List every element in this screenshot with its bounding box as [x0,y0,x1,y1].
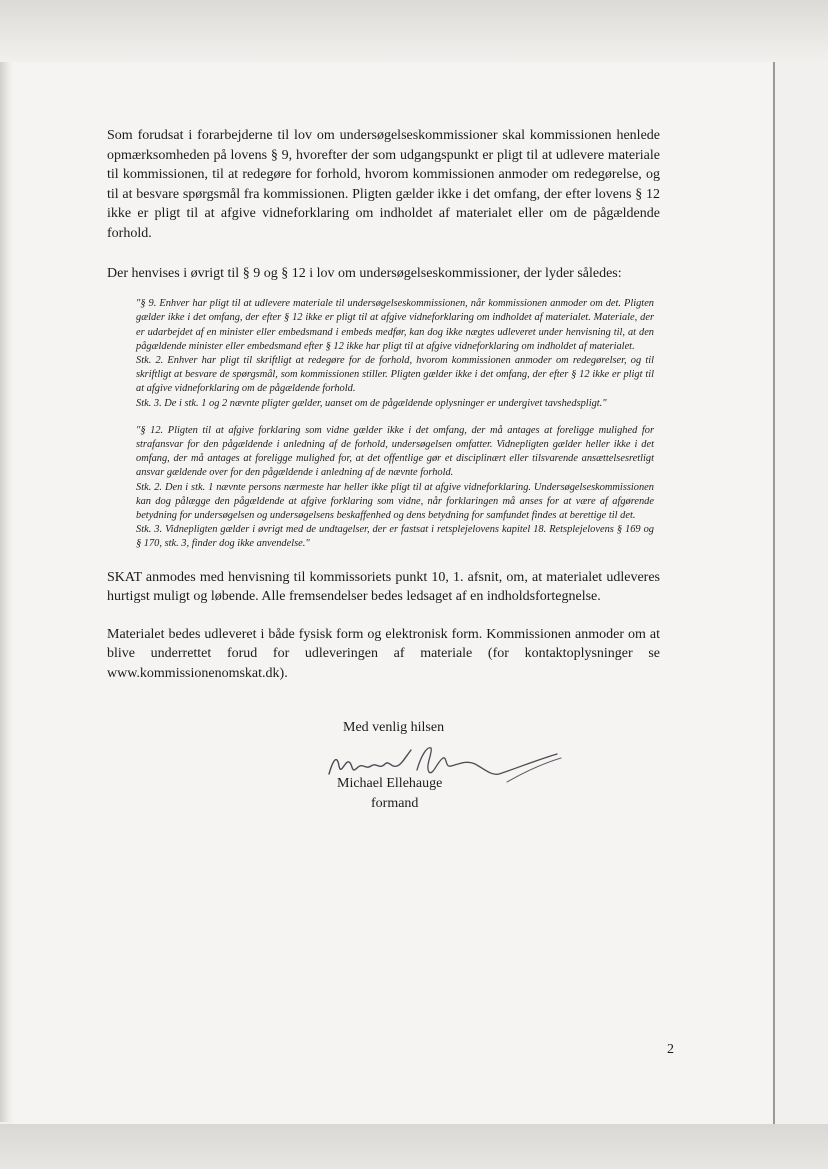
law-quote [136,297,654,551]
signer-title: formand [371,795,419,811]
scan-bottom-strip [0,1124,828,1169]
paragraph-reference: Der henvises i øvrigt til § 9 og § 12 i lov om undersøgelseskommissioner, der lyder således: [107,265,622,281]
paragraph-request: SKAT anmodes med henvisning til kommissoriets punkt 10, 1. afsnit, om, at materialet udleveres hurtigst muligt og løbende. Alle fremsendelser bedes ledsaget af en indholdsfortegnelse. [107,569,660,605]
closing-salutation: Med venlig hilsen [343,719,445,735]
quote-section-9: "§ 9. Enhver har pligt til at udlevere materiale til undersøgelseskommissionen, når kommissionen anmoder om det. Pligten gælder ikke i det omfang, der efter § 12 ikke er pligt til at afgive vidneforklaring om indholdet af materialet. Materiale, der er udarbejdet af en minister eller embedsmand i embeds medfør, kan dog ikke nægtes udleveret under henvisning til, at den pågældende minister eller embedsmand efter § 12 ikke har pligt til at afgive vidneforklaring om indholdet af materialet. [136,298,654,352]
scan-top-strip [0,0,828,62]
scan-right-edge-line [773,62,775,1124]
quote-section-12-stk-3: Stk. 3. Vidnepligten gælder i øvrigt med de undtagelser, der er fastsat i retsplejelovens kapitel 18. Retsplejelovens § 169 og § 170, stk. 3, finder dog ikke anvendelse." [136,524,654,550]
scan-left-edge [0,62,10,1122]
signer-name: Michael Ellehauge [337,775,443,791]
quote-section-9-stk-2: Stk. 2. Enhver har pligt til skriftligt at redegøre for de forhold, hvorom kommissionen anmoder om redegørelser, og til skriftligt at besvare de spørgsmål, som kommissionen stiller. Pligten gælder ikke i det omfang, der efter § 12 ikke er pligt til at afgive vidneforklaring om de pågældende forhold. [136,354,654,395]
quote-section-9-stk-3: Stk. 3. De i stk. 1 og 2 nævnte pligter gælder, uanset om de pågældende oplysninger er undergivet tavshedspligt." [136,397,607,409]
page-number: 2 [667,1042,674,1057]
quote-section-12: "§ 12. Pligten til at afgive forklaring som vidne gælder ikke i det omfang, der må antages at foreligge mulighed for strafansvar for den pågældende i anledning af de forhold, undersøgelsen omfatter. Vidnepligten gælder heller ikke i det omfang, der må antages at foreligge mulighed for, at det offentlige gør et disciplinært eller tilsvarende ansættelsesretligt ansvar gældende over for den pågældende i anledning af de nævnte forhold. [136,424,654,479]
signature-block [107,720,660,840]
quote-section-12-stk-2: Stk. 2. Den i stk. 1 nævnte persons nærmeste har heller ikke pligt til at afgive vidneforklaring. Undersøgelseskommissionen kan dog pålægge den pågældende at afgive forklaring som vidne, når forklaringen må anses for at være af afgørende betydning for undersøgelsen og undersøgelsens beskaffenhed og dens betydning for samfundet findes at berettige til det. [136,481,654,521]
paragraph-obligation: Som forudsat i forarbejderne til lov om undersøgelseskommissioner skal kommissionen henlede opmærksomheden på lovens § 9, hvorefter der som udgangspunkt er pligt til at udlevere materiale til kommissionen, til at redegøre for forhold, hvorom kommissionen anmoder om redegørelse, og til at besvare spørgsmål fra kommissionen. Pligten gælder ikke i det omfang, der efter lovens § 12 ikke er pligt til at afgive vidneforklaring om indholdet af materialet eller om de pågældende forhold. [107,128,660,241]
letter-body [107,126,660,840]
paragraph-format: Materialet bedes udleveret i både fysisk form og elektronisk form. Kommissionen anmoder om at blive underrettet forud for udleveringen af materiale (for kontaktoplysninger se www.kommissionenomskat.dk). [107,626,660,681]
